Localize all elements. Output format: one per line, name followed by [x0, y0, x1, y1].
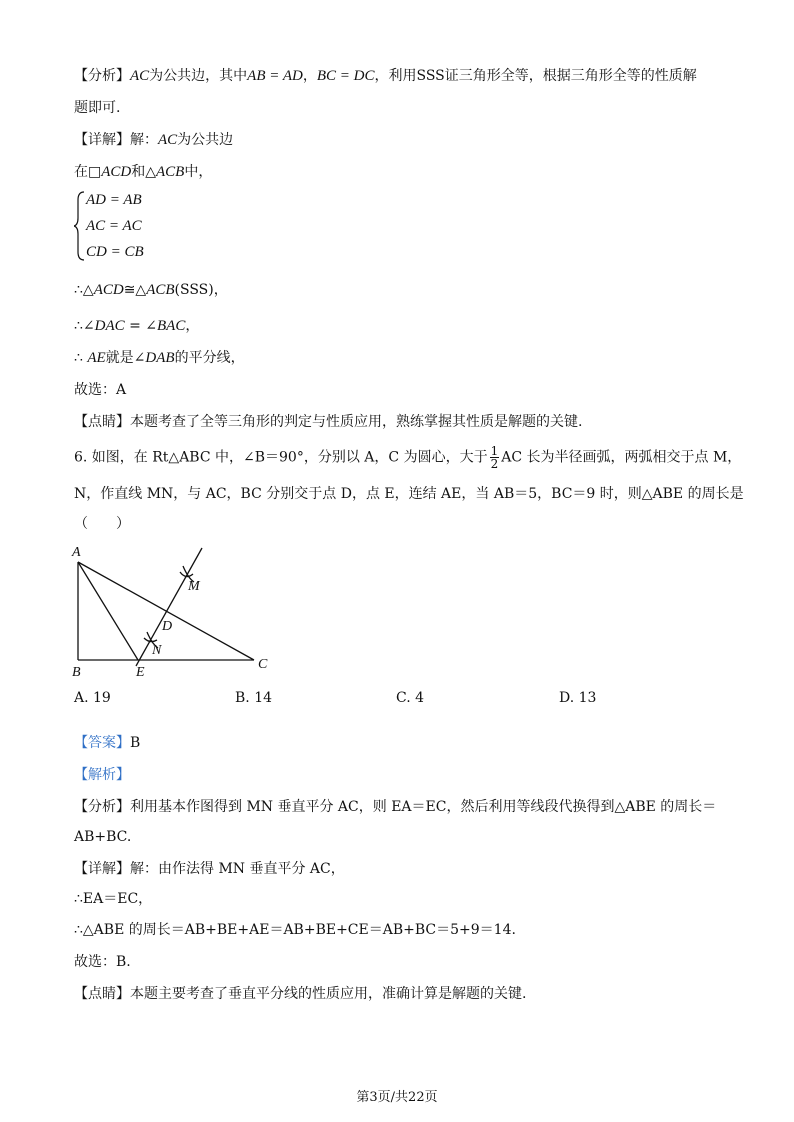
detail-2-line-1	[74, 859, 345, 879]
fraction-one-half	[490, 445, 500, 470]
math: BAC	[157, 318, 186, 334]
option-value: 14	[254, 690, 273, 706]
answer-line	[74, 733, 140, 753]
question-6-line-2: N，作直线 MN，与 AC，BC 分别交于点 D，点 E，连结 AE，当 AB＝5，BC＝9 时，则△ABE 的周长是	[74, 486, 744, 502]
text: 的平分线，	[174, 350, 245, 366]
label-n: N	[152, 643, 162, 658]
label-m: M	[188, 579, 200, 594]
fraction-numerator: 1	[490, 444, 499, 458]
question-6-line-1	[74, 445, 741, 470]
math-bc-dc: BC = DC	[316, 68, 375, 84]
math-ab-ad: AB = AD	[247, 68, 303, 84]
label-b: B	[72, 665, 81, 680]
math: DAB	[145, 350, 175, 366]
text: ∴	[74, 350, 88, 366]
text: 6. 如图，在 Rt△ABC 中，∠B＝90°，分别以 A，C 为圆心，大于	[74, 449, 488, 466]
label-d: D	[162, 619, 173, 634]
text: ∴△	[74, 282, 94, 298]
conclusion-3	[74, 348, 245, 368]
text: 本题主要考查了垂直平分线的性质应用，准确计算是解题的关键.	[130, 986, 527, 1002]
question-6-line-3: （ ）	[74, 516, 130, 532]
math-acd: ACD	[101, 164, 132, 180]
label-c: C	[258, 657, 268, 672]
line-mn	[136, 548, 202, 666]
segment-ae	[78, 562, 138, 660]
text: 解：	[130, 132, 158, 148]
option-label: B.	[235, 690, 250, 706]
option-label: A.	[74, 690, 89, 706]
conclusion-2	[74, 316, 199, 336]
option-c[interactable]	[396, 690, 424, 706]
equation-3: CD = CB	[86, 244, 144, 260]
label-a: A	[72, 545, 81, 560]
text: AC 长为半径画弧，两弧相交于点 M，	[501, 449, 742, 466]
analysis-2-line-1	[74, 797, 716, 817]
label-e: E	[136, 665, 145, 680]
arc-m-1	[180, 572, 193, 577]
detail-2-answer: 故选：B.	[74, 954, 131, 970]
analysis-tag: 【分析】	[74, 799, 130, 815]
analysis-2-line-2: AB+BC.	[74, 829, 132, 845]
comment-tag: 【点睛】	[74, 986, 130, 1002]
text: 解：由作法得 MN 垂直平分 AC，	[130, 861, 345, 877]
jiexi-tag: 【解析】	[74, 767, 130, 783]
equation-1: AD = AB	[86, 192, 142, 208]
comment-1	[74, 412, 582, 432]
text: ，	[302, 68, 317, 84]
equation-2: AC = AC	[86, 218, 142, 234]
option-value: 13	[578, 690, 597, 706]
analysis-1-line-2: 题即可.	[74, 100, 121, 116]
math: DAC	[94, 318, 125, 334]
equation-system	[74, 190, 194, 262]
detail-1-answer: 故选：A	[74, 382, 127, 398]
math-acb: ACB	[156, 164, 185, 180]
text: ∴∠	[74, 318, 95, 334]
detail-2-line-3: ∴△ABE 的周长＝AB+BE+AE＝AB+BE+CE＝AB+BC＝5+9＝14.	[74, 922, 516, 938]
answer-options	[74, 690, 714, 712]
option-label: D.	[559, 690, 575, 706]
text: 为公共边，其中	[149, 68, 248, 84]
text: (SSS)，	[174, 282, 228, 298]
fraction-denominator: 2	[490, 457, 499, 471]
left-brace-icon	[74, 190, 86, 262]
page-footer: 第3页/共22页	[356, 1090, 438, 1105]
conclusion-1	[74, 280, 228, 300]
text: 本题考查了全等三角形的判定与性质应用，熟练掌握其性质是解题的关键.	[130, 414, 583, 430]
math-ac: AC	[158, 132, 178, 148]
comment-tag: 【点睛】	[74, 414, 130, 430]
detail-1-line-1	[74, 130, 233, 150]
analysis-1-line-1	[74, 66, 697, 86]
text: 就是∠	[105, 350, 146, 366]
text: 和△	[131, 164, 157, 180]
option-label: C.	[396, 690, 411, 706]
answer-tag: 【答案】	[74, 735, 130, 751]
math: ACB	[146, 282, 175, 298]
option-value: 4	[415, 690, 425, 706]
text: ，利用SSS证三角形全等，根据三角形全等的性质解	[374, 68, 697, 84]
arc-n-2	[147, 632, 158, 648]
text: 为公共边	[177, 132, 234, 148]
arc-m-2	[183, 566, 194, 582]
option-value: 19	[93, 690, 111, 706]
detail-1-line-2	[74, 162, 212, 182]
text: ≅△	[123, 282, 147, 298]
math: ACD	[93, 282, 124, 298]
detail-tag: 【详解】	[74, 132, 130, 148]
text: 在□	[74, 164, 102, 180]
option-a[interactable]	[74, 690, 111, 706]
option-b[interactable]	[235, 690, 272, 706]
option-d[interactable]	[559, 690, 596, 706]
arc-n-1	[144, 638, 157, 642]
math-ac: AC	[130, 68, 150, 84]
comment-2	[74, 984, 526, 1004]
text: = ∠	[124, 318, 158, 334]
text: 中，	[184, 164, 213, 180]
answer-value: B	[130, 735, 141, 751]
text: ，	[185, 318, 200, 334]
detail-tag: 【详解】	[74, 861, 130, 877]
math: AE	[87, 350, 106, 366]
text: 利用基本作图得到 MN 垂直平分 AC，则 EA＝EC，然后利用等线段代换得到△ABE 的周长＝	[130, 799, 717, 815]
detail-2-line-2: ∴EA＝EC，	[74, 891, 153, 907]
segment-ac	[78, 562, 254, 660]
analysis-tag: 【分析】	[74, 68, 130, 84]
